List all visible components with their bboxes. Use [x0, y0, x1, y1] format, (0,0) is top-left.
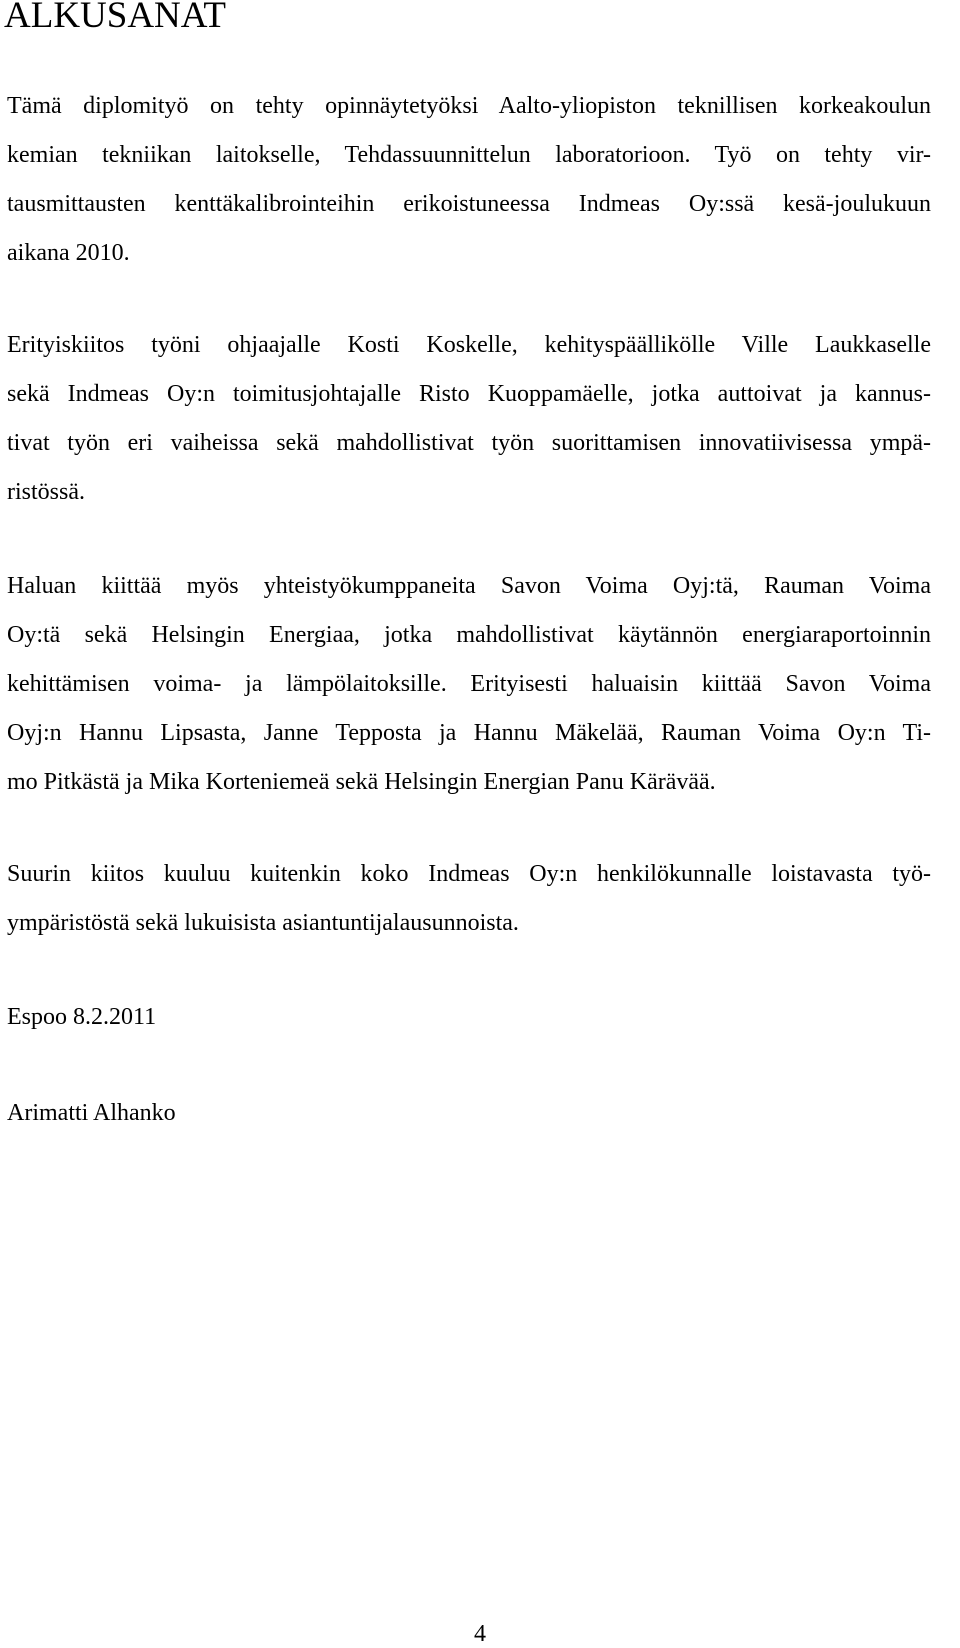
author-name-text: Arimatti Alhanko	[7, 1100, 176, 1126]
paragraph-staff-thanks	[7, 850, 931, 948]
author-name	[7, 1089, 931, 1138]
paragraph-line: kehittämisen voima- ja lämpölaitoksille. Erityisesti haluaisin kiittää Savon Voima	[7, 671, 931, 697]
paragraph-line: Tämä diplomityö on tehty opinnäytetyöksi Aalto-yliopiston teknillisen korkeakoulun	[7, 93, 931, 119]
paragraph-line: tausmittausten kenttäkalibrointeihin erikoistuneessa Indmeas Oy:ssä kesä-joulukuun	[7, 191, 931, 217]
paragraph-line: mo Pitkästä ja Mika Korteniemeä sekä Helsingin Energian Panu Kärävää.	[7, 769, 716, 795]
paragraph-line: Oyj:n Hannu Lipsasta, Janne Tepposta ja Hannu Mäkelää, Rauman Voima Oy:n Ti-	[7, 720, 931, 746]
place-date-text: Espoo 8.2.2011	[7, 1004, 157, 1030]
paragraph-partners	[7, 562, 931, 807]
paragraph-line: Suurin kiitos kuuluu kuitenkin koko Indmeas Oy:n henkilökunnalle loistavasta työ-	[7, 861, 931, 887]
paragraph-line: ympäristöstä sekä lukuisista asiantuntijalausunnoista.	[7, 910, 519, 936]
paragraph-line: Oy:tä sekä Helsingin Energiaa, jotka mahdollistivat käytännön energiaraportoinnin	[7, 622, 931, 648]
paragraph-line: kemian tekniikan laitokselle, Tehdassuunnittelun laboratorioon. Työ on tehty vir-	[7, 142, 931, 168]
paragraph-line: ristössä.	[7, 479, 85, 505]
paragraph-special-thanks	[7, 321, 931, 517]
paragraph-line: Erityiskiitos työni ohjaajalle Kosti Koskelle, kehityspäällikölle Ville Laukkaselle	[7, 332, 931, 358]
page-number: 4	[474, 1621, 486, 1647]
place-date	[7, 993, 931, 1042]
paragraph-line: aikana 2010.	[7, 240, 130, 266]
page-heading: ALKUSANAT	[4, 0, 226, 36]
paragraph-line: sekä Indmeas Oy:n toimitusjohtajalle Risto Kuoppamäelle, jotka auttoivat ja kannus-	[7, 381, 931, 407]
paragraph-intro	[7, 82, 931, 278]
paragraph-line: tivat työn eri vaiheissa sekä mahdollistivat työn suorittamisen innovatiivisessa ympä-	[7, 430, 931, 456]
paragraph-line: Haluan kiittää myös yhteistyökumppaneita Savon Voima Oyj:tä, Rauman Voima	[7, 573, 931, 599]
